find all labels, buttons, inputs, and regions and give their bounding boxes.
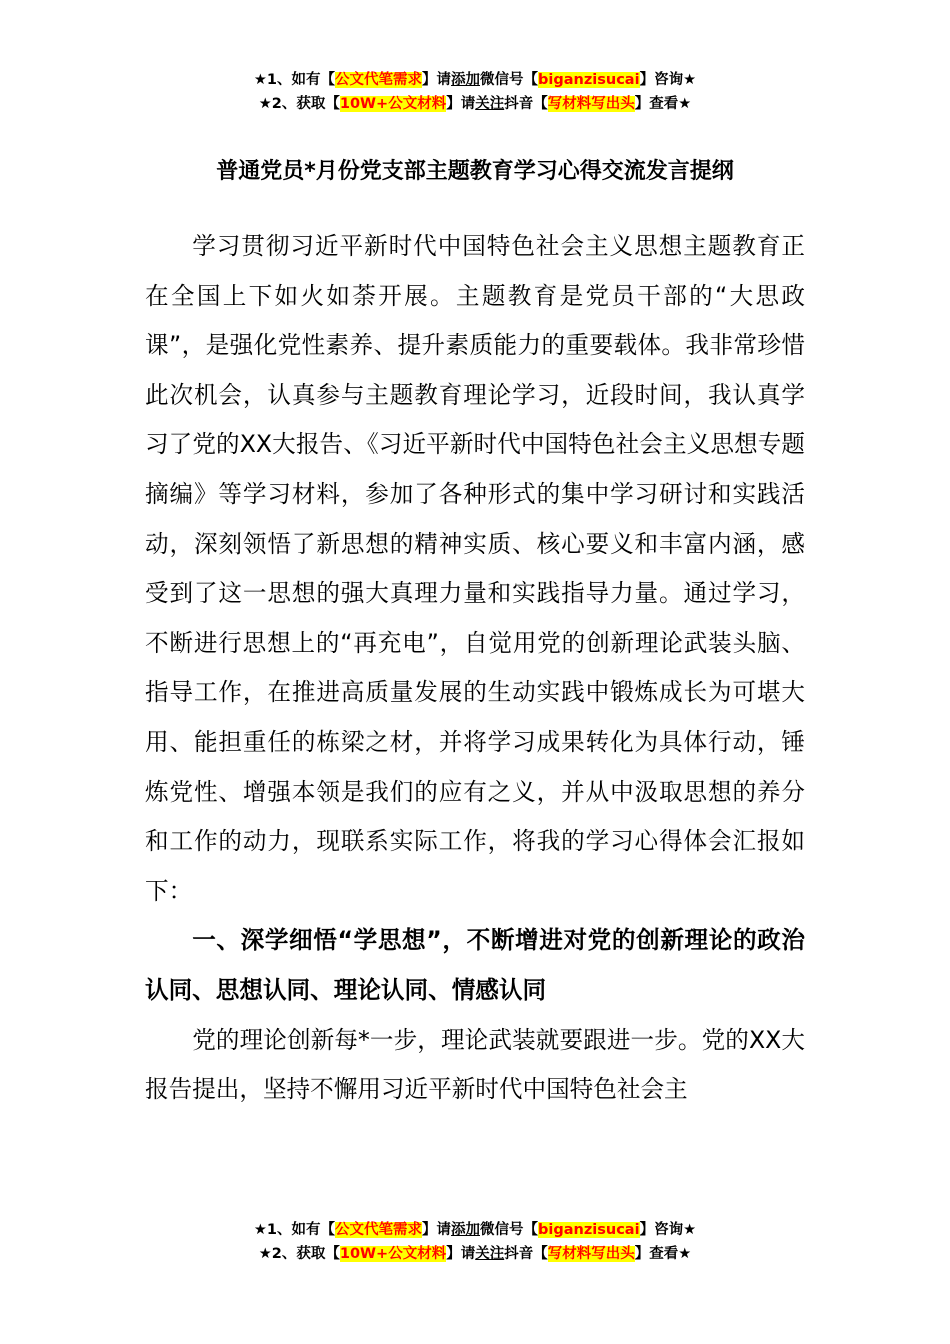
paragraph-intro: 学习贯彻习近平新时代中国特色社会主义思想主题教育正在全国上下如火如荼开展。主题教育是党员干部的“大思政课”，是强化党性素养、提升素质能力的重要载体。我非常珍惜此次机会，认真参与主题教育理论学习，近段时间，我认真学习了党的XX大报告、《习近平新时代中国特色社会主义思想专题摘编》等学习材料，参加了各种形式的集中学习研讨和实践活动，深刻领悟了新思想的精神实质、核心要义和丰富内涵，感受到了这一思想的强大真理力量和实践指导力量。通过学习，不断进行思想上的“再充电”，自觉用党的创新理论武装头脑、指导工作，在推进高质量发展的生动实践中锻炼成长为可堪大用、能担重任的栋梁之材，并将学习成果转化为具体行动，锤炼党性、增强本领是我们的应有之义，并从中汲取思想的养分和工作的动力，现联系实际工作，将我的学习心得体会汇报如下： [145,232,805,905]
ad-text: 】请 [422,72,452,88]
star-icon: ★ [258,96,272,112]
section-heading-1: 一、深学细悟“学思想”，不断增进对党的创新理论的政治认同、思想认同、理论认同、情感认同 [145,926,805,1004]
top-ad-banner [0,68,950,116]
ad-emphasis: 关注 [475,1246,505,1262]
ad-text: 】请 [422,1222,452,1238]
star-icon: ★ [678,1246,692,1262]
ad-text: 】查看 [634,1246,679,1262]
star-icon: ★ [683,72,697,88]
ad-wechat-id: biganzisucai [538,1222,640,1238]
ad-highlight: 公文代笔需求 [335,1222,423,1238]
document-body [145,222,805,1115]
star-icon: ★ [253,72,267,88]
ad-douyin-id: 写材料写出头 [547,96,635,112]
ad-highlight: 10W+公文材料 [339,96,447,112]
star-icon: ★ [678,96,692,112]
bottom-ad-banner [0,1218,950,1266]
document-title: 普通党员*月份党支部主题教育学习心得交流发言提纲 [216,159,734,184]
ad-text: 抖音【 [504,1246,548,1262]
ad-text: 微信号【 [480,1222,539,1238]
paragraph-section-1: 党的理论创新每*一步，理论武装就要跟进一步。党的XX大报告提出，坚持不懈用习近平新时代中国特色社会主 [145,1025,805,1104]
ad-text: 微信号【 [480,72,539,88]
ad-text: 抖音【 [504,96,548,112]
ad-text: 2、获取【 [271,96,340,112]
ad-douyin-id: 写材料写出头 [547,1246,635,1262]
ad-text: 】咨询 [639,72,684,88]
ad-text: 】请 [446,96,476,112]
ad-emphasis: 添加 [451,1222,481,1238]
star-icon: ★ [253,1222,267,1238]
ad-text: 2、获取【 [271,1246,340,1262]
ad-emphasis: 关注 [475,96,505,112]
ad-wechat-id: biganzisucai [538,72,640,88]
ad-line-1 [0,1218,950,1242]
ad-highlight: 公文代笔需求 [335,72,423,88]
ad-text: 】请 [446,1246,476,1262]
ad-line-2 [0,1242,950,1266]
ad-line-2 [0,92,950,116]
ad-text: 1、如有【 [266,1222,336,1238]
ad-text: 】咨询 [639,1222,684,1238]
ad-text: 1、如有【 [266,72,336,88]
ad-emphasis: 添加 [451,72,481,88]
ad-line-1 [0,68,950,92]
star-icon: ★ [683,1222,697,1238]
ad-text: 】查看 [634,96,679,112]
ad-highlight: 10W+公文材料 [339,1246,447,1262]
star-icon: ★ [258,1246,272,1262]
